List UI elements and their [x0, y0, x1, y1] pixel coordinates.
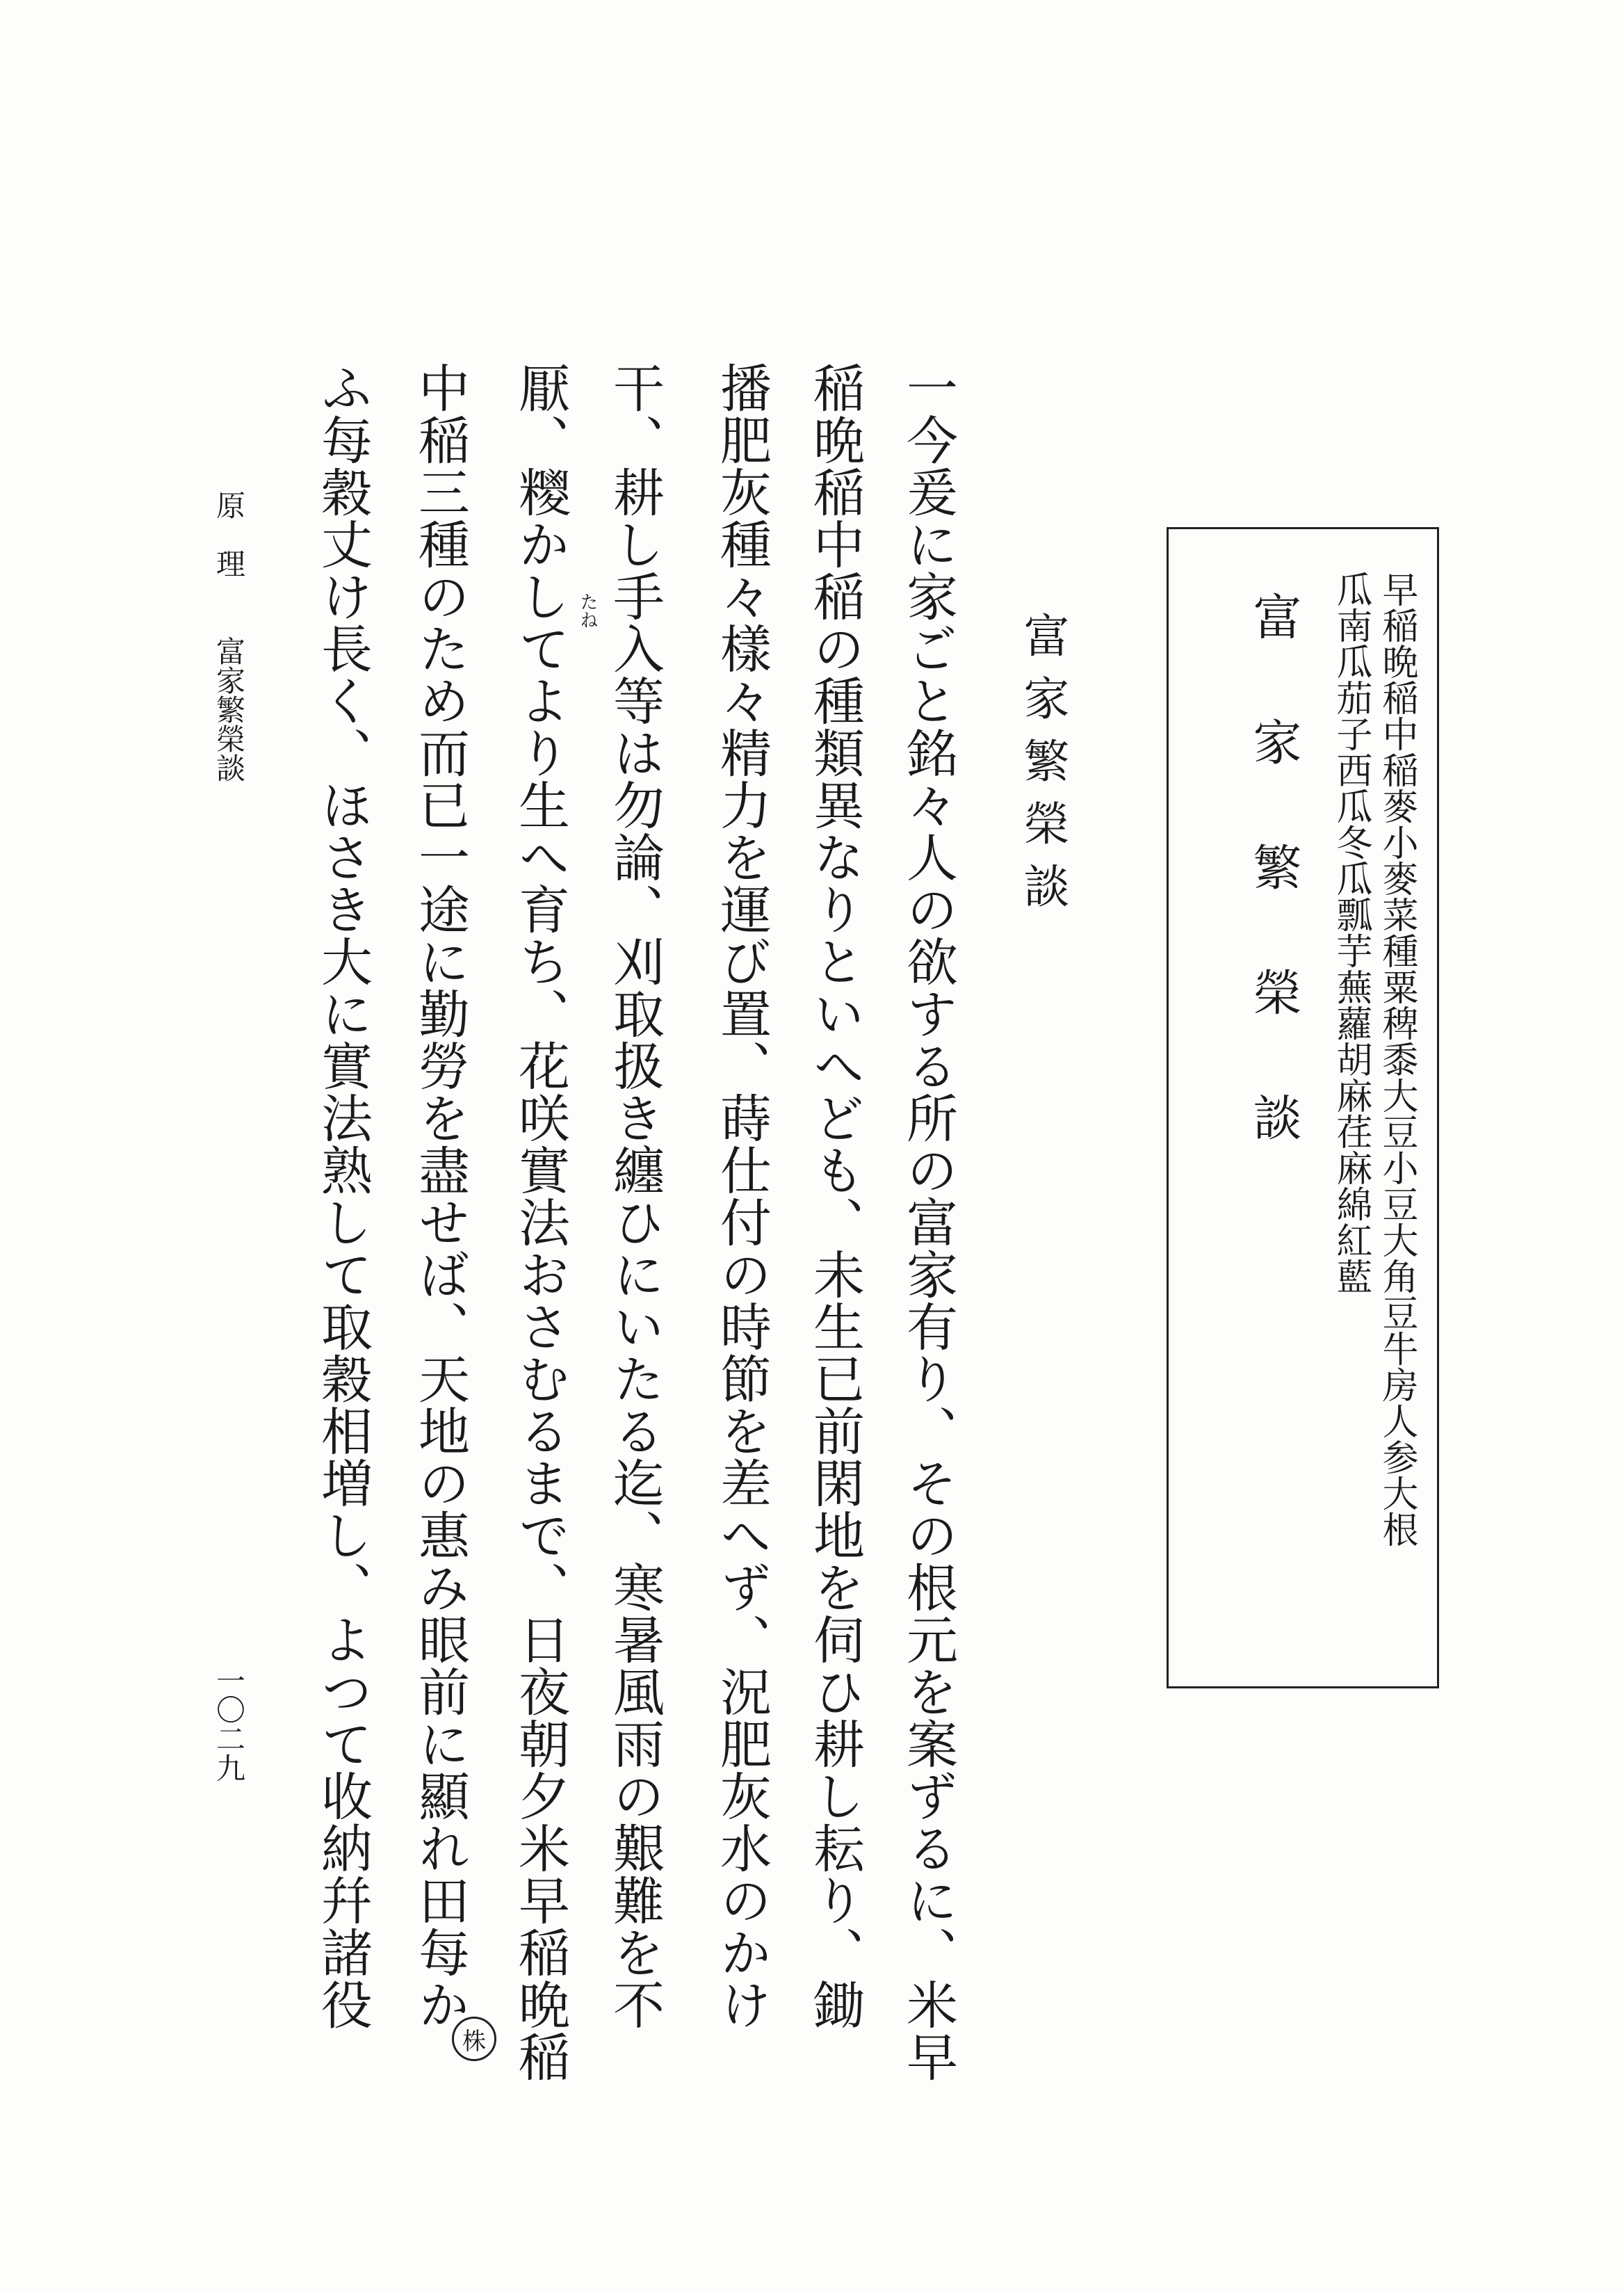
body-column-3: 播肥灰種々樣々精力を運び置、蒔仕付の時節を差へず、況肥灰水のかけ	[712, 362, 772, 2031]
body-column-4: 干、耕し手入等は勿論、刈取扱き纏ひにいたる迄、寒暑風雨の艱難を不	[605, 362, 665, 2031]
body-column-5: 厭、糭かしてより生へ育ち、花咲實法おさむるまで、日夜朝夕米早稲晩稲	[510, 362, 570, 2083]
inset-box	[1167, 527, 1439, 1688]
body-column-6: 中稲三種のため而已一途に勤勞を盡せば、天地の惠み眼前に顯れ田每か	[410, 362, 470, 2031]
inset-box-title: 富家繁榮談	[1245, 592, 1302, 1218]
body-column-2: 稲晩稲中稲の種類異なりといへども、未生已前閑地を伺ひ耕し耘り、鋤	[805, 362, 865, 2031]
crop-list-line-2: 瓜南瓜茄子西瓜冬瓜瓢芋蕪蘿胡麻荏麻綿紅藍	[1330, 571, 1372, 1294]
crop-list-line-1: 早稲晩稲中稲麥小麥菜種粟稗黍大豆小豆大角豆牛房人参大根	[1376, 571, 1418, 1547]
body-column-7: ふ每穀丈け長く、ほさき大に實法熟して取穀相増し、よつて收納幷諸役	[313, 362, 373, 2031]
article-title: 富家繁榮談	[1016, 612, 1069, 925]
body-column-1: 一今爰に家ごと銘々人の欲する所の富家有り、その根元を案ずるに、米早	[898, 362, 958, 2083]
page-number: 一〇二九	[212, 1665, 246, 1782]
ruby-annotation: たね	[577, 592, 598, 629]
running-footer-section: 原 理 富家繁榮談	[212, 490, 246, 782]
stamp-mark: 株	[452, 2017, 496, 2061]
